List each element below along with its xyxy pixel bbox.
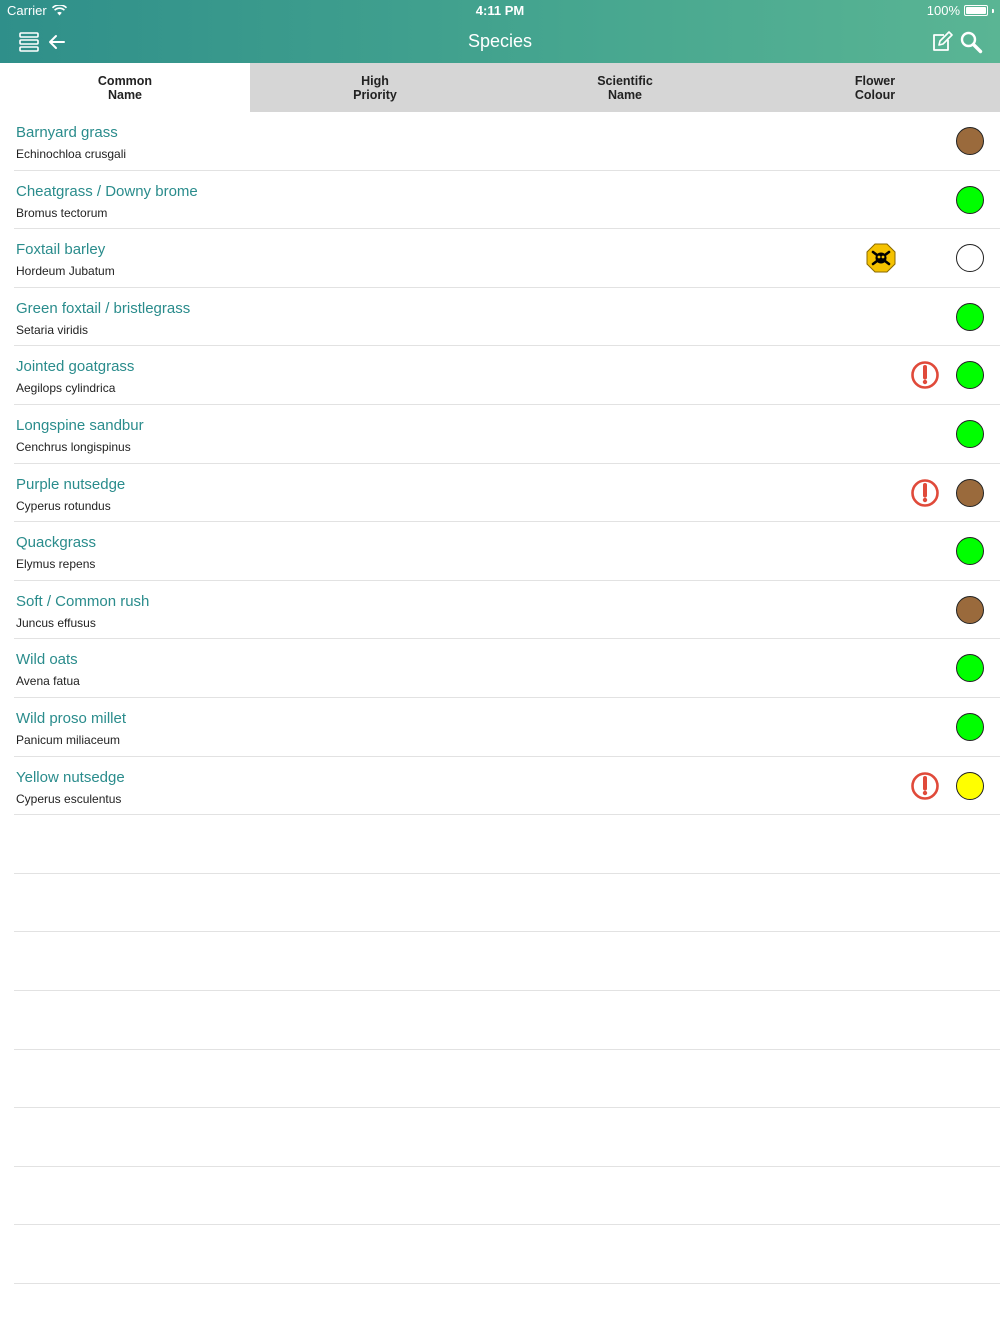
species-scientific-name: Hordeum Jubatum	[16, 264, 115, 279]
battery-icon	[964, 5, 988, 16]
empty-row	[14, 874, 1000, 933]
navigation-bar	[0, 20, 1000, 63]
species-scientific-name: Echinochloa crusgali	[16, 147, 127, 161]
species-scientific-name: Juncus effusus	[16, 615, 96, 630]
species-common-name: Quackgrass	[16, 534, 97, 552]
species-row[interactable]	[14, 112, 1000, 171]
species-scientific-name: Elymus repens	[16, 557, 96, 572]
species-common-name: Yellow nutsedge	[16, 768, 125, 786]
species-row[interactable]	[14, 288, 1000, 347]
tab-common-name[interactable]	[0, 63, 250, 112]
status-bar	[0, 0, 1000, 20]
species-scientific-name: Cyperus esculentus	[16, 791, 122, 806]
battery-status	[927, 3, 994, 18]
tab-label-line1: Scientific	[597, 73, 653, 88]
flower-colour-indicator	[956, 186, 984, 214]
species-scientific-name: Setaria viridis	[16, 322, 89, 337]
high-priority-icon	[910, 478, 940, 508]
species-row[interactable]	[14, 405, 1000, 464]
species-scientific-name: Cyperus rotundus	[16, 498, 111, 513]
species-row[interactable]	[14, 581, 1000, 640]
tab-high-priority[interactable]	[250, 63, 500, 112]
flower-colour-indicator	[956, 772, 984, 800]
species-common-name: Barnyard grass	[16, 124, 118, 141]
toxic-warning-icon	[866, 243, 896, 273]
high-priority-icon	[910, 360, 940, 390]
species-scientific-name: Bromus tectorum	[16, 205, 108, 220]
species-row[interactable]	[14, 464, 1000, 523]
tab-label-line1: Flower	[854, 73, 896, 88]
species-common-name: Wild oats	[16, 651, 78, 669]
flower-colour-indicator	[956, 303, 984, 331]
sort-tabs	[0, 63, 1000, 112]
empty-row	[14, 1108, 1000, 1167]
tab-flower-colour[interactable]	[750, 63, 1000, 112]
species-common-name: Soft / Common rush	[16, 592, 150, 610]
species-row[interactable]	[14, 229, 1000, 288]
species-row[interactable]	[14, 522, 1000, 581]
tab-label-line2: Colour	[854, 87, 896, 102]
empty-row	[14, 815, 1000, 874]
carrier-label: Carrier	[7, 3, 47, 18]
flower-colour-indicator	[956, 713, 984, 741]
high-priority-icon	[910, 771, 940, 801]
species-scientific-name: Aegilops cylindrica	[16, 381, 116, 396]
app-header	[0, 0, 1000, 63]
species-common-name: Purple nutsedge	[16, 475, 126, 493]
edit-icon[interactable]	[926, 27, 956, 57]
species-common-name: Longspine sandbur	[16, 416, 144, 434]
flower-colour-indicator	[956, 361, 984, 389]
species-common-name: Jointed goatgrass	[16, 358, 135, 376]
flower-colour-indicator	[956, 127, 984, 155]
species-common-name: Cheatgrass / Downy brome	[16, 182, 198, 200]
species-common-name: Green foxtail / bristlegrass	[16, 299, 191, 317]
page-title: Species	[467, 31, 533, 51]
species-row[interactable]	[14, 346, 1000, 405]
species-scientific-name: Panicum miliaceum	[16, 732, 121, 747]
flower-colour-indicator	[956, 420, 984, 448]
empty-row	[14, 991, 1000, 1050]
species-scientific-name: Avena fatua	[16, 674, 80, 689]
empty-row	[14, 1167, 1000, 1226]
flower-colour-indicator	[956, 244, 984, 272]
species-row[interactable]	[14, 171, 1000, 230]
tab-label-line1: High	[361, 73, 389, 88]
flower-colour-indicator	[956, 479, 984, 507]
tab-label-line1: Common	[97, 73, 153, 88]
species-list	[0, 112, 1000, 1284]
species-row[interactable]	[14, 757, 1000, 816]
tab-label-line2: Name	[107, 87, 143, 102]
species-common-name: Foxtail barley	[16, 241, 106, 259]
search-icon[interactable]	[956, 27, 986, 57]
empty-row	[14, 932, 1000, 991]
tab-label-line2: Name	[607, 87, 643, 102]
flower-colour-indicator	[956, 654, 984, 682]
species-scientific-name: Cenchrus longispinus	[16, 439, 131, 454]
empty-row	[14, 1050, 1000, 1109]
tab-label-line2: Priority	[353, 87, 397, 102]
species-row[interactable]	[14, 698, 1000, 757]
species-row[interactable]	[14, 639, 1000, 698]
flower-colour-indicator	[956, 596, 984, 624]
flower-colour-indicator	[956, 537, 984, 565]
clock: 4:11 PM	[475, 3, 525, 18]
tab-scientific-name[interactable]	[500, 63, 750, 112]
empty-row	[14, 1225, 1000, 1284]
species-common-name: Wild proso millet	[16, 709, 127, 727]
battery-percent: 100%	[926, 3, 960, 18]
